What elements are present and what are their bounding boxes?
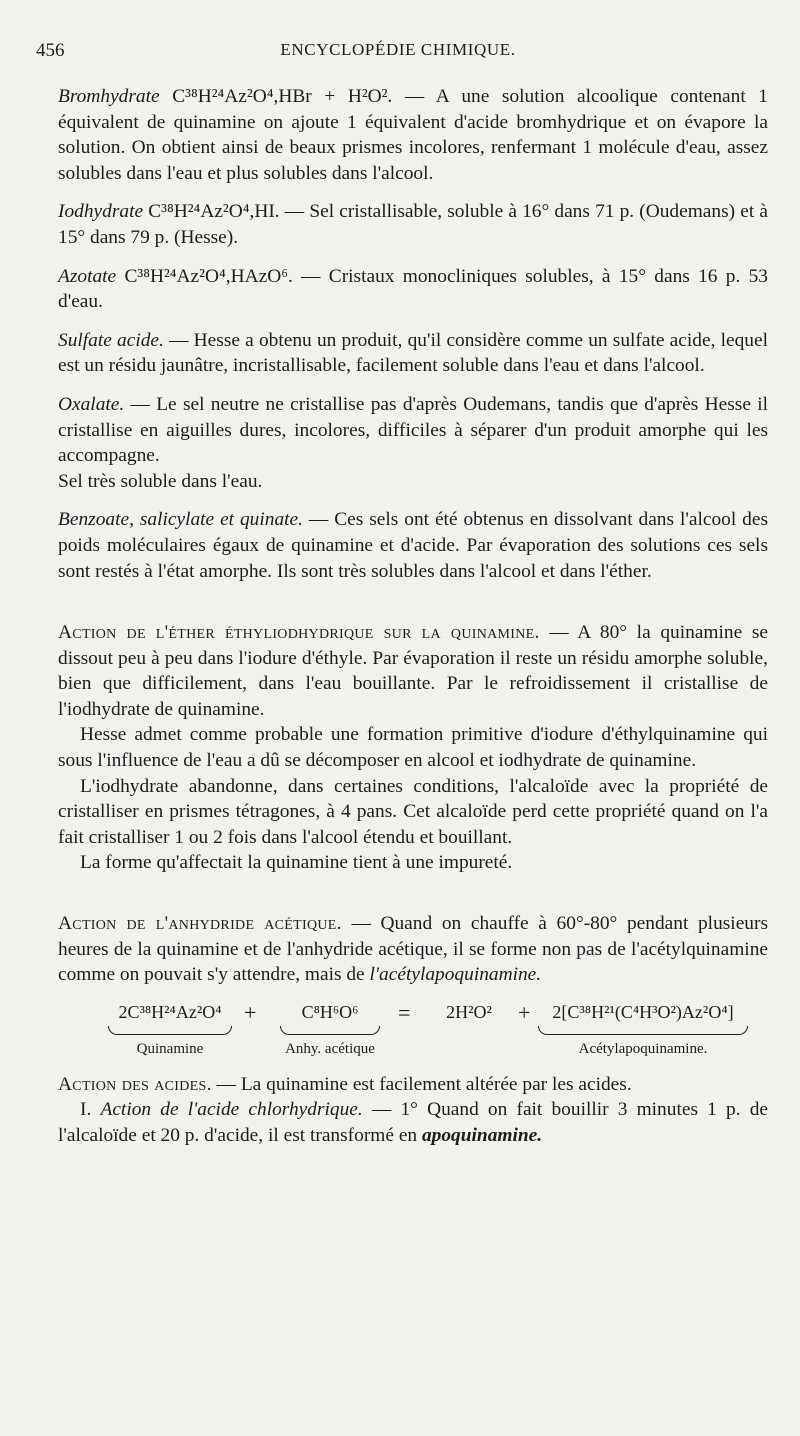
underbrace	[538, 1026, 748, 1035]
paragraph-tail: l'acétylapoquinamine.	[369, 964, 542, 986]
paragraph-text: C³⁸H²⁴Az²O⁴,HBr + H²O². — A une solution alcoolique contenant 1 équivalent de quinamine on ajoute 1 équivalent d'acide bromhydrique et on évapore la solution. On obtient ainsi de beaux prismes incolores, renfermant 1 molécule d'eau, assez solubles dans l'eau et plus solubles dans l'alcool.	[58, 86, 768, 184]
paragraph-text: — 1° Quand on fait bouillir 3 minutes 1 p. de l'alcaloïde et 20 p. d'acide, il est transformé en	[58, 1099, 768, 1146]
paragraph-sulfate	[58, 328, 768, 379]
page-body	[58, 70, 768, 1149]
section-heading: Action de l'éther éthyliodhydrique sur la quinamine.	[58, 622, 540, 644]
paragraph-tail: apoquinamine.	[421, 1125, 543, 1146]
paragraph-forme	[58, 850, 768, 876]
paragraph-bromhydrate	[58, 84, 768, 186]
paragraph-acide-chlorhydrique	[58, 1097, 768, 1148]
running-title: ENCYCLOPÉDIE CHIMIQUE.	[280, 40, 516, 59]
equation-label: Acétylapoquinamine.	[578, 1041, 708, 1058]
underbrace	[108, 1026, 232, 1035]
paragraph-action-ether	[58, 620, 768, 722]
equation-term-anhydride	[280, 1000, 380, 1063]
paragraph-text: Sel très soluble dans l'eau.	[58, 470, 263, 492]
paragraph-text: C³⁸H²⁴Az²O⁴,HI. — Sel cristallisable, soluble à 16° dans 71 p. (Oudemans) et à 15° dans 79 p. (Hesse).	[58, 201, 768, 248]
paragraph-iodhydrate	[58, 199, 768, 250]
paragraph-lead: Iodhydrate	[58, 201, 144, 223]
paragraph-text: C³⁸H²⁴Az²O⁴,HAzO⁶. — Cristaux monocliniques solubles, à 15° dans 16 p. 53 d'eau.	[58, 265, 768, 313]
chemical-equation	[58, 1000, 768, 1064]
paragraph-iodhydrate-abandonne	[58, 774, 768, 851]
paragraph-text: — A 80° la quinamine se dissout peu à peu dans l'iodure d'éthyle. Par évaporation il reste un résidu amorphe soluble, bien que difficilement, dans l'eau bouillante. Par le refroidissement il cristallise de l'iodhydrate de quinamine.	[58, 622, 768, 720]
paragraph-text: — La quinamine est facilement altérée par les acides.	[211, 1073, 632, 1095]
paragraph-text: — Quand on chauffe à 60°-80° pendant plusieurs heures de la quinamine et de l'anhydride acétique, il se forme non pas de l'acétylquinamine comme on pouvait s'y attendre, mais de	[58, 913, 769, 986]
equation-formula: C⁸H⁶O⁶	[301, 1001, 359, 1022]
paragraph-lead: Azotate	[58, 265, 117, 287]
equation-operator: =	[398, 999, 411, 1025]
paragraph-benzoate	[58, 507, 768, 584]
equation-formula: 2C³⁸H²⁴Az²O⁴	[118, 1001, 222, 1022]
paragraph-action-anhydride	[58, 911, 768, 988]
paragraph-sel	[58, 469, 768, 495]
equation-formula: 2H²O²	[446, 1001, 492, 1022]
paragraph-text: — Hesse a obtenu un produit, qu'il considère comme un sulfate acide, lequel est un résidu jaunâtre, incristallisable, facilement soluble dans l'eau et dans l'alcool.	[58, 329, 768, 377]
paragraph-text: — Le sel neutre ne cristallise pas d'après Oudemans, tandis que d'après Hesse il cristallise en aiguilles dures, incolores, difficiles à séparer d'un produit amorphe qui les accompagne.	[58, 393, 768, 467]
paragraph-lead: Bromhydrate	[58, 86, 160, 107]
equation-operator: +	[244, 999, 257, 1025]
paragraph-lead: Benzoate, salicylate et quinate.	[58, 509, 303, 531]
paragraph-text: — Ces sels ont été obtenus en dissolvant dans l'alcool des poids moléculaires égaux de quinamine et d'acide. Par évaporation des solutions ces sels sont restés à l'état amorphe. Ils sont très solubles dans l'alcool et dans l'éther.	[58, 509, 768, 582]
paragraph-action-acides	[58, 1072, 768, 1098]
paragraph-text: L'iodhydrate abandonne, dans certaines conditions, l'alcaloïde avec la propriété de cristalliser en prismes tétragones, à 4 pans. Cet alcaloïde perd cette propriété quand on l'a fait cristalliser 1 ou 2 fois dans l'alcool étendu et bouillant.	[58, 775, 768, 848]
paragraph-hesse-admet	[58, 722, 768, 773]
paragraph-lead: Action de l'acide chlorhydrique.	[100, 1099, 363, 1121]
equation-label: Anhy. acétique	[285, 1041, 375, 1058]
paragraph-lead: Sulfate acide.	[58, 329, 164, 351]
equation-term-quinamine	[108, 1000, 232, 1063]
equation-label: Quinamine	[136, 1041, 204, 1058]
paragraph-azotate	[58, 264, 768, 315]
underbrace	[280, 1026, 380, 1035]
section-heading: Action de l'anhydride acétique.	[58, 913, 342, 935]
equation-term-water	[434, 1000, 504, 1026]
page-header	[36, 40, 760, 70]
section-heading: Action des acides.	[58, 1073, 212, 1095]
page-number: 456	[36, 40, 65, 61]
paragraph-lead: Oxalate.	[58, 393, 125, 415]
paragraph-oxalate	[58, 392, 768, 469]
paragraph-text: Hesse admet comme probable une formation primitive d'iodure d'éthylquinamine qui sous l'influence de l'eau a dû se décomposer en alcool et iodhydrate de quinamine.	[58, 724, 768, 772]
equation-operator: +	[518, 999, 531, 1025]
equation-term-acetylapoquinamine	[538, 1000, 748, 1063]
paragraph-text: La forme qu'affectait la quinamine tient à une impureté.	[80, 852, 513, 874]
item-number: I.	[80, 1099, 92, 1121]
equation-formula: 2[C³⁸H²¹(C⁴H³O²)Az²O⁴]	[552, 1001, 734, 1022]
